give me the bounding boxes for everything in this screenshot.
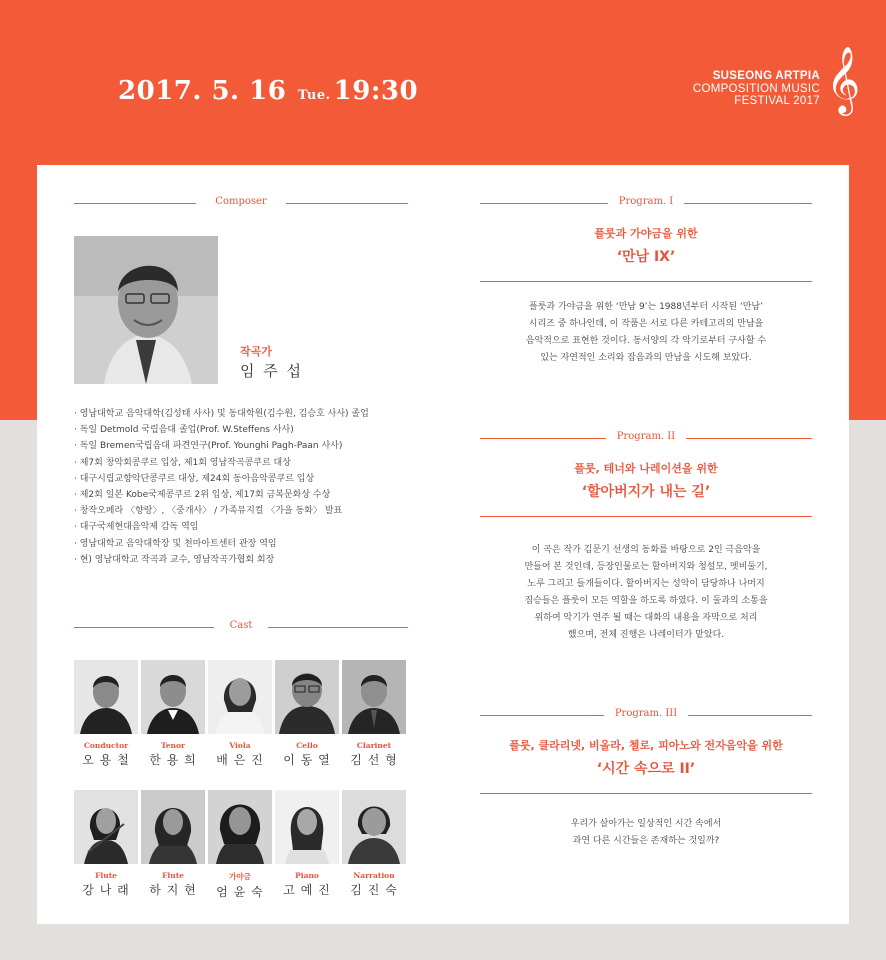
bio-item: · 독일 Bremen국립음대 파견연구(Prof. Younghi Pagh-Paan 사사) bbox=[74, 441, 343, 452]
cast-member bbox=[141, 790, 205, 898]
program-1-subtitle: 플룻과 가야금을 위한 bbox=[594, 227, 698, 240]
cast-photo bbox=[74, 790, 138, 864]
cast-instrument: Cello bbox=[296, 741, 318, 750]
cast-photo bbox=[275, 790, 339, 864]
cast-name: 오 용 철 bbox=[82, 753, 130, 767]
cast-member bbox=[208, 660, 272, 768]
bio-item: · 제7회 창악회콩쿠르 입상, 제1회 영남작곡콩쿠르 대상 bbox=[74, 457, 291, 468]
cast-instrument: Narration bbox=[353, 871, 395, 880]
composer-name: 임 주 섭 bbox=[240, 362, 304, 380]
program-1-description bbox=[510, 299, 782, 367]
cast-instrument: Conductor bbox=[83, 741, 129, 750]
cast-photo bbox=[141, 660, 205, 734]
description-line: 만들어 본 것인데, 등장인물로는 할아버지와 청설모, 멧비둘기, bbox=[524, 562, 768, 572]
cast-instrument: Flute bbox=[95, 871, 117, 880]
festival-title bbox=[693, 70, 820, 108]
cast-member bbox=[141, 660, 205, 768]
cast-photo bbox=[342, 790, 406, 864]
cast-photo bbox=[74, 660, 138, 734]
festival-line-1: SUSEONG ARTPIA bbox=[712, 70, 820, 82]
program-2-divider bbox=[480, 516, 812, 517]
cast-name: 한 용 희 bbox=[149, 753, 197, 767]
festival-line-3: FESTIVAL 2017 bbox=[734, 95, 820, 107]
description-line: 위하여 악기가 연주 될 때는 대화의 내용을 자막으로 처리 bbox=[534, 613, 758, 623]
program-1-title: ‘만남 IX’ bbox=[616, 249, 676, 265]
cast-name: 고 예 진 bbox=[283, 883, 331, 897]
concert-date bbox=[118, 76, 418, 106]
description-line: 했으며, 전체 진행은 나레이터가 맡았다. bbox=[567, 630, 725, 640]
composer-bio-list bbox=[74, 406, 409, 568]
bio-item: · 제2회 일본 Kobe국제콩쿠르 2위 입상, 제17회 금복문화상 수상 bbox=[74, 490, 331, 501]
cast-name: 이 동 열 bbox=[283, 753, 331, 767]
composer-section-header bbox=[74, 196, 408, 210]
cast-member bbox=[342, 790, 406, 898]
program-2-label: Program. II bbox=[616, 431, 676, 442]
cast-instrument: Piano bbox=[295, 871, 319, 880]
description-line: 과연 다른 시간들은 존재하는 것일까? bbox=[572, 836, 720, 846]
description-line: 시리즈 중 하나인데, 이 작품은 서로 다른 카테고리의 만남을 bbox=[528, 319, 764, 329]
cast-photo bbox=[275, 660, 339, 734]
date-text: 2017. 5. 16 bbox=[118, 76, 287, 106]
description-line: 음악적으로 표현한 것이다. 동서양의 각 악기로부터 구사할 수 bbox=[525, 336, 767, 346]
description-line: 우리가 살아가는 일상적인 시간 속에서 bbox=[570, 819, 722, 829]
program-2-header bbox=[480, 431, 812, 445]
program-2-title: ‘할아버지가 내는 길’ bbox=[581, 484, 711, 500]
cast-photo bbox=[141, 790, 205, 864]
description-line: 있는 자연적인 소리와 잡음과의 만남을 시도해 보았다. bbox=[540, 353, 752, 363]
cast-instrument: Flute bbox=[162, 871, 184, 880]
day-of-week: Tue. bbox=[297, 88, 331, 103]
program-3-divider bbox=[480, 793, 812, 794]
program-3-label: Program. III bbox=[614, 708, 678, 719]
program-3-title: ‘시간 속으로 II’ bbox=[596, 761, 696, 777]
time-text: 19:30 bbox=[333, 76, 419, 106]
bio-item: · 독일 Detmold 국립음대 졸업(Prof. W.Steffens 사사) bbox=[74, 425, 294, 436]
cast-instrument: 가야금 bbox=[229, 872, 251, 881]
cast-member bbox=[342, 660, 406, 768]
cast-member bbox=[275, 790, 339, 898]
cast-instrument: Tenor bbox=[161, 741, 185, 750]
description-line: 노루 그리고 들개들이다. 할아버지는 성악이 담당하나 나머지 bbox=[527, 579, 765, 589]
cast-member bbox=[275, 660, 339, 768]
program-1-divider bbox=[480, 281, 812, 282]
cast-name: 강 나 래 bbox=[82, 883, 130, 897]
description-line: 짐승들은 플룻이 모든 역할을 하도록 하였다. 이 둘과의 소통을 bbox=[524, 596, 768, 606]
cast-photo bbox=[208, 790, 272, 864]
cast-photo bbox=[208, 660, 272, 734]
cast-name: 엄 윤 숙 bbox=[216, 885, 264, 899]
program-2-subtitle: 플룻, 테너와 나레이션을 위한 bbox=[574, 462, 718, 475]
treble-clef-icon: 𝄞 bbox=[826, 45, 861, 113]
bio-item: · 창작오페라 〈향랑〉, 〈중개사〉 / 가족뮤지컬 〈가을 동화〉 발표 bbox=[74, 506, 343, 517]
cast-member bbox=[74, 660, 138, 768]
cast-member bbox=[208, 790, 272, 900]
cast-section-label: Cast bbox=[229, 620, 253, 631]
bio-item: · 대구시립교향악단콩쿠르 대상, 제24회 동아음악콩쿠르 입상 bbox=[74, 473, 315, 484]
bio-item: · 대구국제현대음악제 감독 역임 bbox=[74, 522, 199, 533]
description-line: 이 곡은 작가 김문기 선생의 동화를 바탕으로 2인 극음악을 bbox=[531, 545, 761, 555]
cast-section-header bbox=[74, 620, 408, 634]
cast-instrument: Viola bbox=[229, 741, 251, 750]
bio-item: · 현) 영남대학교 작곡과 교수, 영남작곡가협회 회장 bbox=[74, 554, 275, 565]
cast-photo bbox=[342, 660, 406, 734]
cast-name: 하 지 현 bbox=[149, 883, 197, 897]
composer-role: 작곡가 bbox=[240, 345, 272, 358]
bio-item: · 영남대학교 음악대학(김성태 사사) 및 동대학원(김수원, 김승호 사사) 졸업 bbox=[74, 409, 369, 419]
cast-name: 김 진 숙 bbox=[350, 883, 398, 897]
program-3-subtitle: 플룻, 클라리넷, 비올라, 첼로, 피아노와 전자음악을 위한 bbox=[509, 739, 783, 752]
cast-name: 배 은 진 bbox=[216, 753, 264, 767]
program-1-label: Program. I bbox=[618, 196, 674, 207]
composer-section-label: Composer bbox=[215, 196, 267, 207]
program-1-header bbox=[480, 196, 812, 210]
festival-line-2: COMPOSITION MUSIC bbox=[692, 82, 820, 95]
cast-name: 김 선 형 bbox=[350, 753, 398, 767]
composer-photo bbox=[74, 236, 218, 384]
program-3-header bbox=[480, 708, 812, 722]
cast-member bbox=[74, 790, 138, 898]
description-line: 플룻과 가야금을 위한 ‘만남 9’는 1988년부터 시작된 ‘만남’ bbox=[529, 302, 763, 312]
cast-instrument: Clarinet bbox=[356, 741, 392, 750]
bio-item: · 영남대학교 음악대학장 및 천마아트센터 관장 역임 bbox=[74, 538, 277, 549]
program-3-description bbox=[510, 816, 782, 850]
program-2-description bbox=[510, 542, 782, 644]
